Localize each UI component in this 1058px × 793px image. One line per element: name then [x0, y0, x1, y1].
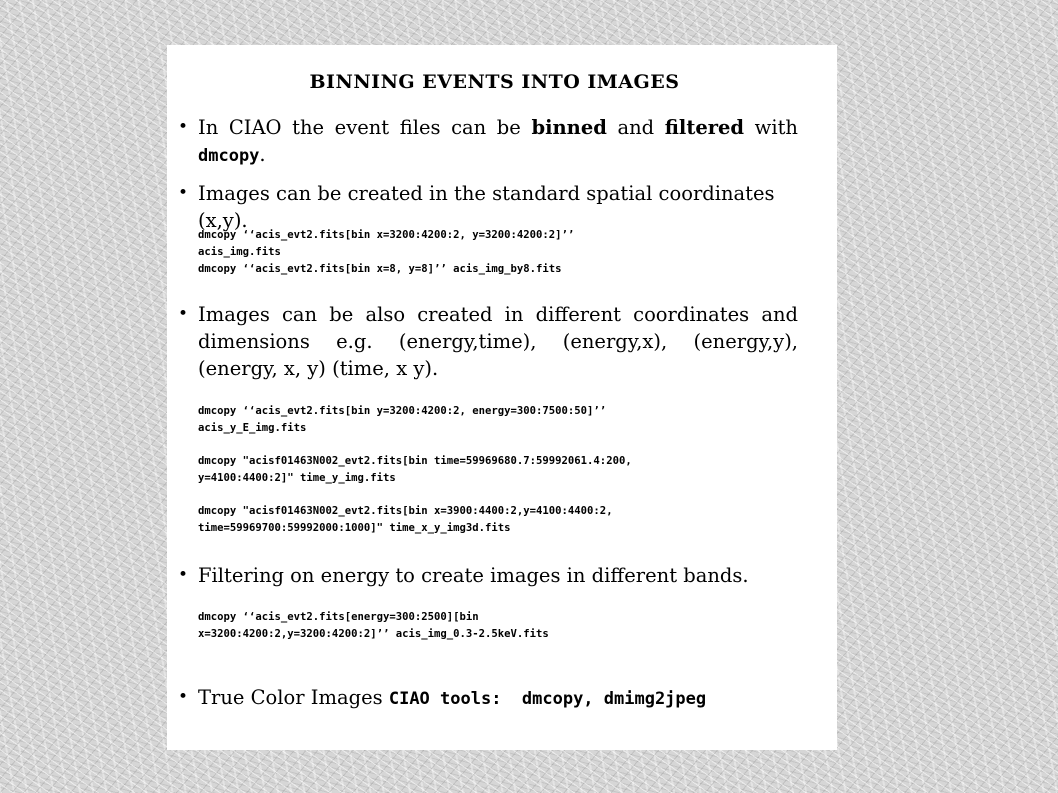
text: .: [259, 143, 266, 166]
text: True Color Images: [198, 686, 389, 709]
code-line: acis_y_E_img.fits: [198, 422, 307, 434]
bullet-marker: •: [178, 117, 189, 137]
code-line: time=59969700:59992000:1000]" time_x_y_img3d.fits: [198, 522, 511, 534]
code-line: dmcopy ‘‘acis_evt2.fits[bin x=8, y=8]’’ acis_img_by8.fits: [198, 263, 562, 275]
slide-page: [167, 45, 837, 750]
bullet-marker: •: [178, 565, 189, 585]
bullet-marker: •: [178, 183, 189, 203]
bold-filtered: filtered: [664, 116, 745, 139]
bold-binned: binned: [531, 116, 607, 139]
bullet-marker: •: [178, 687, 189, 707]
text: with: [744, 116, 798, 139]
text: In CIAO the event files can be: [198, 116, 532, 139]
text: and: [606, 116, 665, 139]
code-block-spatial: [198, 227, 574, 278]
bullet-true-color: [198, 684, 798, 713]
bullet-energy-filtering: Filtering on energy to create images in different bands.: [198, 564, 749, 587]
code-block-time-y: [198, 453, 632, 487]
code-block-time-x-y: [198, 503, 613, 537]
code-line: y=4100:4400:2]" time_y_img.fits: [198, 472, 396, 484]
bullet-dmcopy-intro: [198, 114, 798, 170]
code-block-energy-band: [198, 609, 549, 643]
command-dmcopy: dmcopy: [198, 146, 260, 166]
code-line: dmcopy ‘‘acis_evt2.fits[energy=300:2500][bin: [198, 611, 479, 623]
code-line: dmcopy ‘‘acis_evt2.fits[bin y=3200:4200:2, energy=300:7500:50]’’: [198, 405, 607, 417]
bullet-spatial-coordinates: Images can be created in the standard spatial coordinates (x,y).: [198, 182, 775, 232]
bullet-other-coordinates: Images can be also created in different coordinates and dimensions e.g. (energy,time), (energy,x), (energy,y), (energy, x, y) (time, x y).: [198, 303, 798, 380]
code-line: x=3200:4200:2,y=3200:4200:2]’’ acis_img_0.3-2.5keV.fits: [198, 628, 549, 640]
code-line: dmcopy "acisf01463N002_evt2.fits[bin x=3900:4400:2,y=4100:4400:2,: [198, 505, 613, 517]
slide-title: BINNING EVENTS INTO IMAGES: [309, 71, 680, 93]
bullet-marker: •: [178, 304, 189, 324]
code-block-energy-y: [198, 403, 606, 437]
code-line: acis_img.fits: [198, 246, 281, 258]
command-ciao-tools: CIAO tools: dmcopy, dmimg2jpeg: [388, 689, 707, 709]
code-line: dmcopy "acisf01463N002_evt2.fits[bin time=59969680.7:59992061.4:200,: [198, 455, 632, 467]
code-line: dmcopy ‘‘acis_evt2.fits[bin x=3200:4200:2, y=3200:4200:2]’’: [198, 229, 575, 241]
